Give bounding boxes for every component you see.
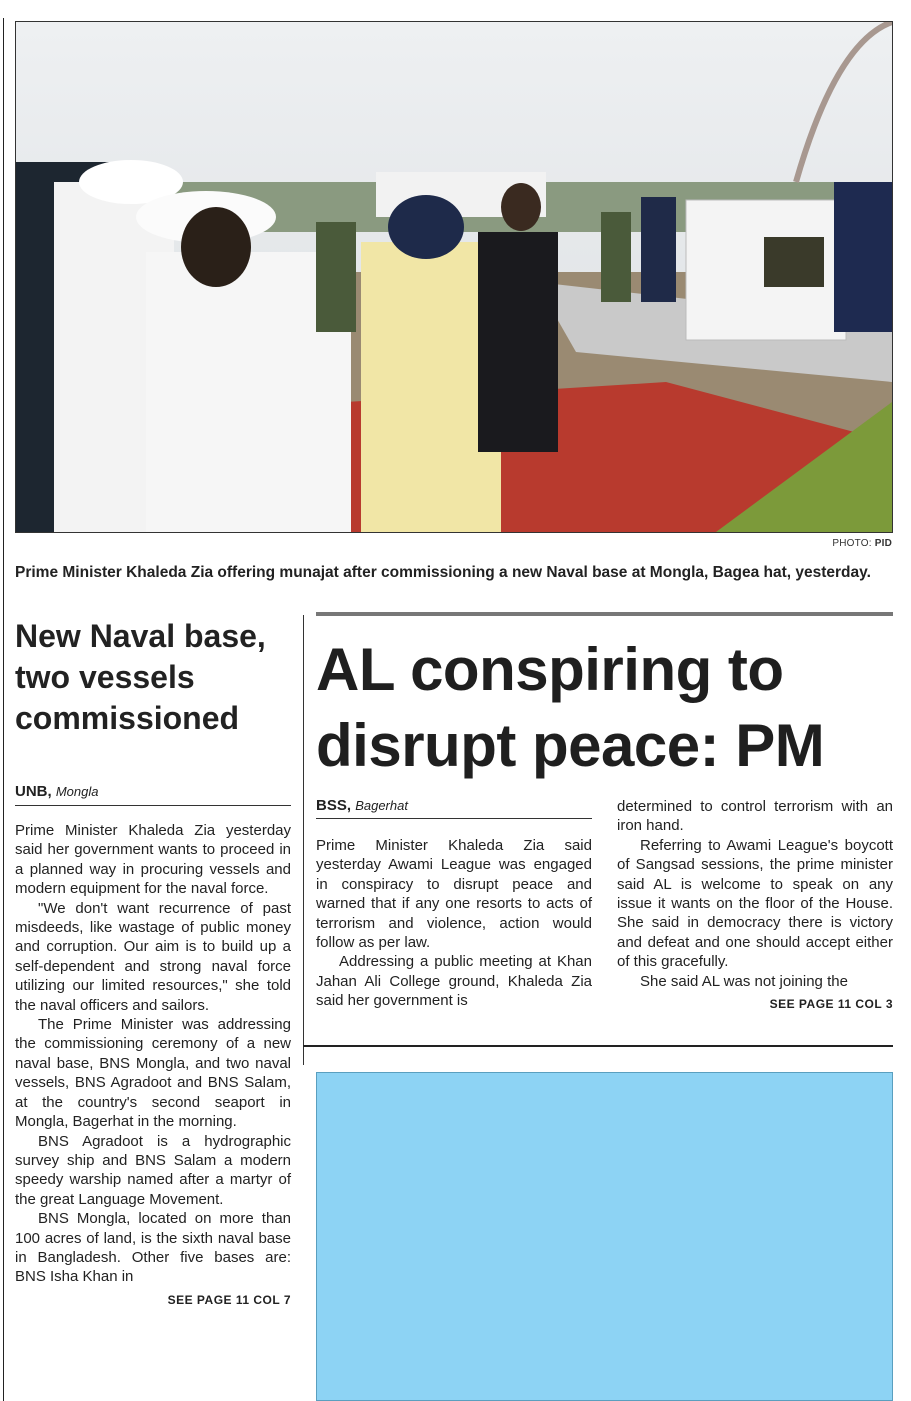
right-continued-link[interactable]: SEE PAGE 11 COL 3	[769, 997, 893, 1012]
left-continued-link[interactable]: SEE PAGE 11 COL 7	[167, 1292, 291, 1307]
right-paragraph: Addressing a public meeting at Khan Jahan Ali College ground, Khaleda Zia said her government is	[316, 953, 592, 1010]
right-paragraph: She said AL was not joining the	[640, 972, 848, 990]
left-headline: New Naval base, two vessels commissioned	[15, 618, 266, 736]
right-dateline: Bagerhat	[355, 798, 408, 813]
section-divider	[303, 1045, 893, 1047]
right-story-column-2	[617, 797, 893, 1011]
top-headline-rule	[316, 612, 893, 616]
left-byline	[15, 783, 291, 806]
photo-caption: Prime Minister Khaleda Zia offering munajat after commissioning a new Naval base at Mongla, Bagea hat, yesterday.	[15, 564, 871, 581]
right-paragraph: Referring to Awami League's boycott of Sangsad sessions, the prime minister said AL is welcome to speak on any issue it wants on the floor of the House. She said in democracy there is victory and defeat and one should accept either of this gracefully.	[617, 836, 893, 971]
left-paragraph: BNS Mongla, located on more than 100 acres of land, is the sixth naval base in Bangladesh. Other five bases are: BNS Isha Khan in	[15, 1210, 291, 1286]
left-agency: UNB,	[15, 783, 52, 800]
left-paragraph: "We don't want recurrence of past misdeeds, like wastage of public money and corruption. Our aim is to build up a self-dependent and strong naval force utilizing our limited resources," she told the naval officers and sailors.	[15, 899, 291, 1014]
right-paragraph: Prime Minister Khaleda Zia said yesterday Awami League was engaged in conspiracy to disrupt peace and warned that if any one resorts to acts of terrorism and violence, action would follow as per law.	[316, 837, 592, 952]
advertisement-placeholder	[316, 1072, 893, 1401]
main-headline: AL conspiring to disrupt peace: PM	[316, 636, 825, 779]
right-byline	[316, 797, 592, 819]
news-photo	[15, 21, 893, 533]
left-story-body	[15, 821, 291, 1307]
left-paragraph: The Prime Minister was addressing the commissioning ceremony of a new naval base, BNS Mongla, and two naval vessels, BNS Agradoot and BNS Salam, at the country's second seaport in Mongla, Bagerhat in the morning.	[15, 1016, 291, 1131]
left-paragraph: Prime Minister Khaleda Zia yesterday said her government wants to proceed in a planned way in procuring vessels and modern equipment for the naval force.	[15, 822, 291, 898]
left-dateline: Mongla	[55, 784, 99, 799]
column-divider	[303, 615, 304, 1065]
photo-icon	[16, 22, 892, 532]
photo-credit: PHOTO: PID	[832, 538, 892, 549]
right-paragraph: determined to control terrorism with an iron hand.	[617, 798, 893, 835]
left-paragraph: BNS Agradoot is a hydrographic survey ship and BNS Salam a modern speedy warship named after a martyr of the great Language Movement.	[15, 1132, 291, 1208]
right-story-column-1	[316, 836, 592, 1011]
right-agency: BSS,	[316, 797, 352, 814]
left-column-rule	[3, 18, 4, 1401]
